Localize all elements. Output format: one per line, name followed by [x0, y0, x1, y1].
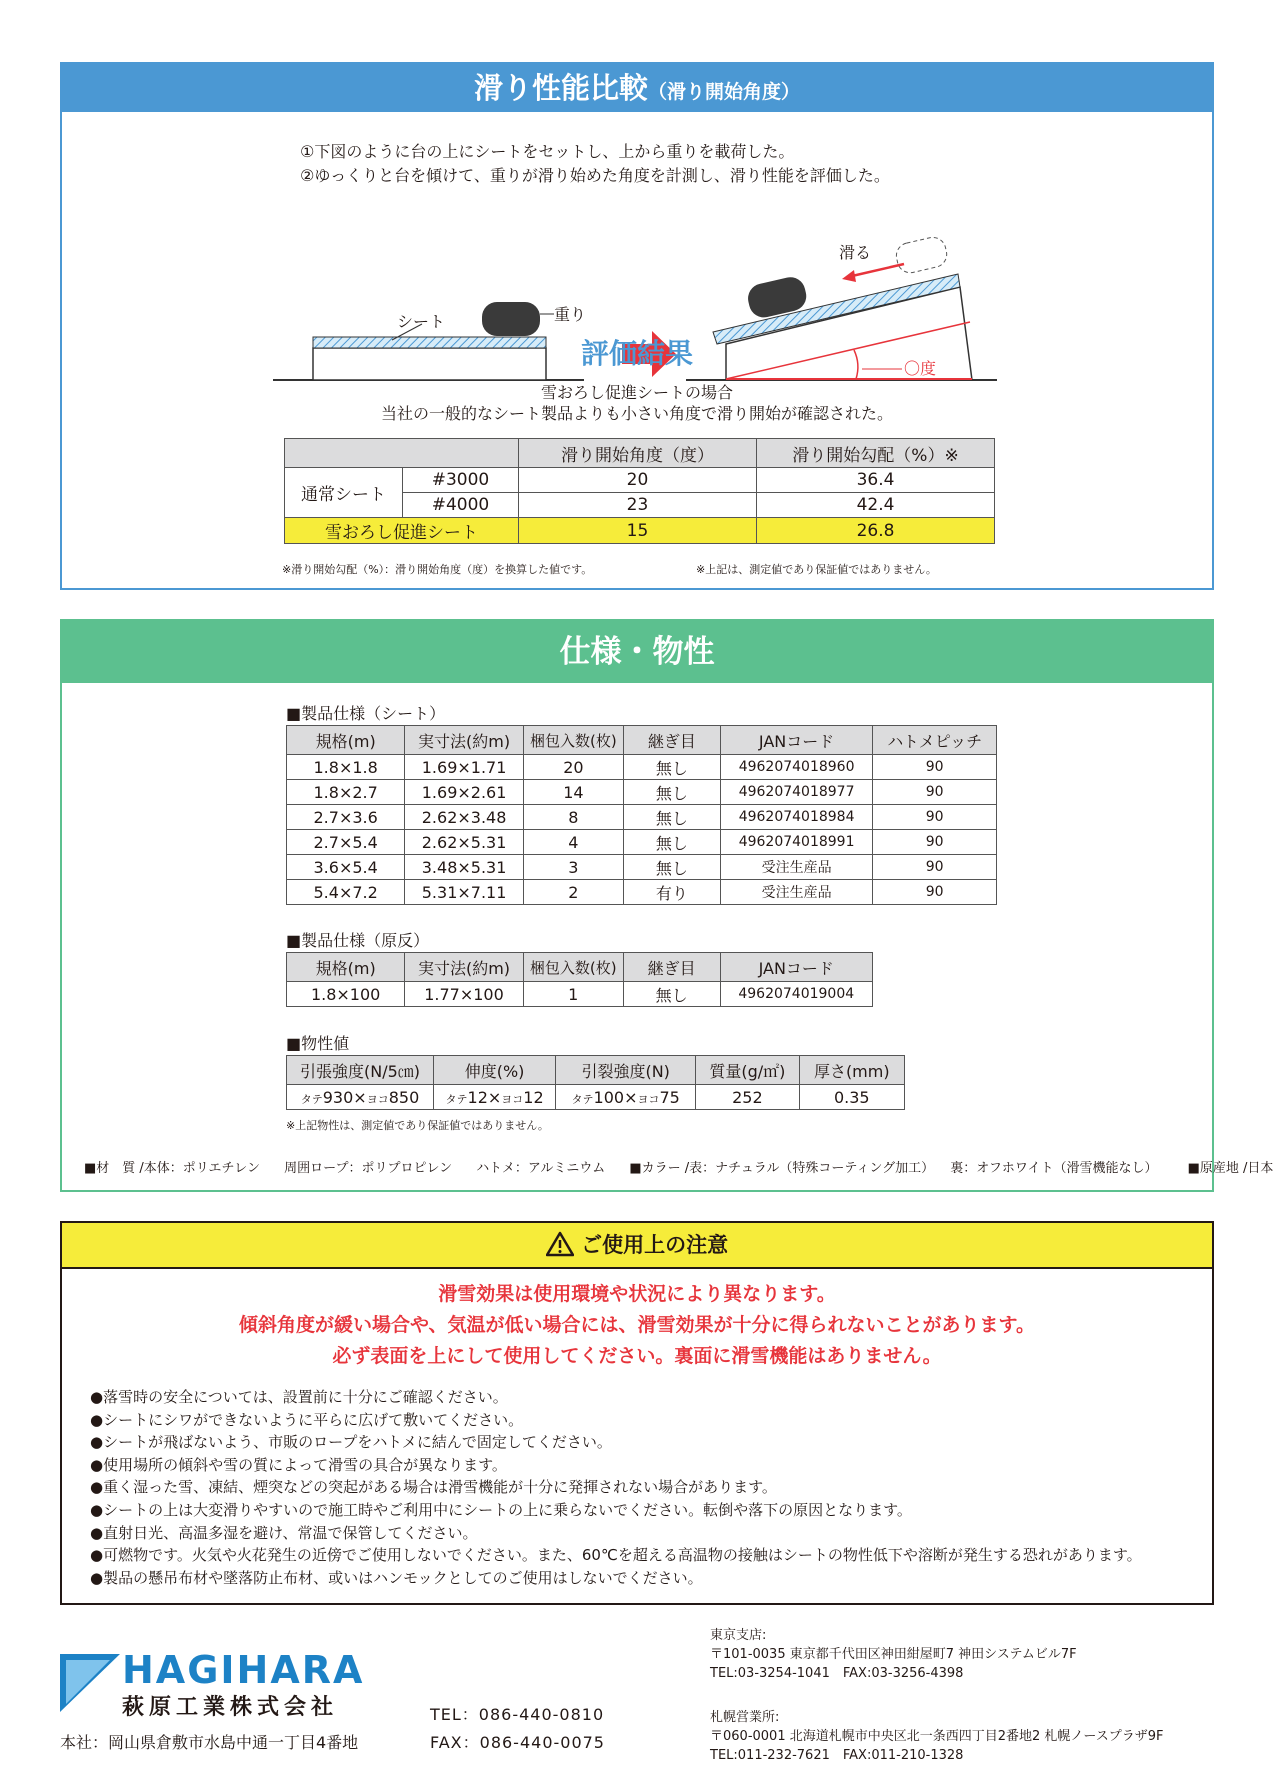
logo-en: HAGIHARA: [122, 1648, 365, 1692]
cell-prefix: ヨコ: [637, 1092, 660, 1106]
warning-line: 傾斜角度が緩い場合や、気温が低い場合には、滑雪効果が十分に得られないことがあります。: [238, 1314, 1036, 1336]
col-header: 継ぎ目: [623, 726, 720, 755]
col-header: JANコード: [720, 953, 873, 982]
material-item: ■原産地 /日本: [1187, 1161, 1274, 1176]
col-header: 継ぎ目: [623, 953, 720, 982]
cell: 90: [873, 880, 997, 905]
cell-slope: 42.4: [757, 493, 995, 518]
instruction-line: ②ゆっくりと台を傾けて、重りが滑り始めた角度を計測し、滑り性能を評価した。: [300, 166, 890, 185]
row-name: #4000: [403, 493, 519, 518]
col-header: 梱包入数(枚): [523, 726, 623, 755]
list-item: ●製品の懸吊布材や墜落防止布材、或いはハンモックとしてのご使用はしないでください。: [90, 1568, 703, 1587]
label-sheet: シート: [397, 312, 446, 331]
table-row: [287, 830, 997, 855]
table-row: [287, 1085, 905, 1110]
cell: 90: [873, 805, 997, 830]
cell: 無し: [623, 780, 720, 805]
cell: 1.8×100: [287, 982, 405, 1007]
group-label: 通常シート: [285, 468, 403, 518]
table-header-row: [287, 953, 873, 982]
col-header: JANコード: [720, 726, 873, 755]
section-title: 滑り性能比較: [473, 71, 648, 105]
branch-tel: TEL:03-3254-1041 FAX:03-3256-4398: [710, 1666, 964, 1681]
section-header: [62, 64, 1212, 112]
cell: 4962074019004: [720, 982, 873, 1007]
section-subtitle: （滑り開始角度）: [648, 81, 801, 103]
cell: 8: [523, 805, 623, 830]
cell: 受注生産品: [720, 880, 873, 905]
cell-value: 12: [523, 1087, 544, 1107]
logo-jp: 萩原工業株式会社: [122, 1695, 339, 1720]
table-row: [287, 805, 997, 830]
cell: 1.69×1.71: [405, 755, 524, 780]
table-row: [287, 982, 873, 1007]
label-slide: 滑る: [839, 243, 872, 262]
list-item: ●シートの上は大変滑りやすいので施工時やご利用中にシートの上に乗らないでください。転倒や落下の原因となります。: [90, 1500, 912, 1519]
cell: 無し: [623, 855, 720, 880]
cell: 無し: [623, 830, 720, 855]
section-title: ご使用上の注意: [581, 1233, 729, 1257]
table-row: [287, 855, 997, 880]
list-item: ●重く湿った雪、凍結、煙突などの突起がある場合は滑雪機能が十分に発揮されない場合があります。: [90, 1478, 777, 1497]
cell-prefix: ヨコ: [366, 1092, 389, 1106]
footer: [0, 1620, 1276, 1790]
cell: 1: [523, 982, 623, 1007]
note-right: ※上記は、測定値であり保証値ではありません。: [696, 563, 937, 576]
table-row: [287, 780, 997, 805]
col-header: 滑り開始勾配（%）※: [757, 439, 995, 468]
col-header: 梱包入数(枚): [523, 953, 623, 982]
col-header: 伸度(%): [434, 1056, 556, 1085]
cell-prefix: タテ: [571, 1092, 594, 1106]
sliding-performance-section: [60, 62, 1214, 590]
cell: 1.8×1.8: [287, 755, 405, 780]
cell: 3.48×5.31: [405, 855, 524, 880]
cell: 無し: [623, 982, 720, 1007]
table-row: [287, 880, 997, 905]
cell: [434, 1085, 556, 1110]
branch-address: 〒060-0001 北海道札幌市中央区北一条西四丁目2番地2 札幌ノースプラザ9F: [710, 1729, 1164, 1744]
cell: 14: [523, 780, 623, 805]
material-item: 裏：オフホワイト（滑雪機能なし）: [950, 1161, 1158, 1176]
specifications-section: [60, 619, 1274, 1192]
note-left: ※滑り開始勾配（%）：滑り開始角度（度）を換算した値です。: [282, 563, 593, 576]
cell-prefix: タテ: [300, 1092, 323, 1106]
sheet-spec-table: [286, 725, 997, 905]
hq-address: 本社：岡山県倉敷市水島中通一丁目4番地: [60, 1733, 359, 1752]
cell: 受注生産品: [720, 855, 873, 880]
cell-slope: 36.4: [757, 468, 995, 493]
cell-slope: 26.8: [757, 518, 995, 544]
cell-value: 12×: [467, 1087, 502, 1107]
caution-section: [60, 1221, 1214, 1605]
list-item: ●可燃物です。火気や火花発生の近傍でご使用しないでください。また、60℃を超える高温物の接触はシートの物性低下や溶断が発生する恐れがあります。: [90, 1546, 1142, 1565]
empty-header: [285, 439, 519, 468]
cell-value: 850: [388, 1087, 420, 1107]
col-header: 実寸法(約m): [405, 953, 523, 982]
roll-spec-table: [286, 952, 873, 1007]
sapporo-office: [710, 1708, 1164, 1765]
branch-label: 東京支店:: [710, 1628, 767, 1643]
list-item: ●使用場所の傾斜や雪の質によって滑雪の具合が異なります。: [90, 1455, 507, 1474]
cell: 90: [873, 830, 997, 855]
section-header: [62, 1223, 1212, 1269]
list-item: ●落雪時の安全については、設置前に十分にご確認ください。: [90, 1388, 508, 1406]
cell: 2.7×5.4: [287, 830, 405, 855]
cell: 2.62×5.31: [405, 830, 524, 855]
cell: 3.6×5.4: [287, 855, 405, 880]
cell-angle: 15: [519, 518, 757, 544]
label-angle: 〇度: [904, 359, 937, 378]
instruction-line: ①下図のように台の上にシートをセットし、上から重りを載荷した。: [300, 142, 795, 161]
section-header: [62, 621, 1212, 683]
cell: 0.35: [799, 1085, 904, 1110]
table-header-row: [285, 439, 995, 468]
material-item: ■材 質 /本体：ポリエチレン: [84, 1161, 260, 1176]
cell: 3: [523, 855, 623, 880]
list-item: ●直射日光、高温多湿を避け、常温で保管してください。: [90, 1523, 478, 1542]
warning-icon: [546, 1231, 574, 1257]
table-row-highlight: [285, 518, 995, 544]
cell: 2.62×3.48: [405, 805, 524, 830]
cell: 5.31×7.11: [405, 880, 524, 905]
col-header: ハトメピッチ: [873, 726, 997, 755]
list-item: ●シートが飛ばないよう、市販のロープをハトメに結んで固定してください。: [90, 1433, 612, 1452]
cell: 2.7×3.6: [287, 805, 405, 830]
material-item: 周囲ロープ：ポリプロピレン: [284, 1161, 453, 1176]
warning-line: 滑雪効果は使用環境や状況により異なります。: [438, 1283, 836, 1305]
cell: 90: [873, 780, 997, 805]
table-row: [287, 755, 997, 780]
cell: 有り: [623, 880, 720, 905]
cell: 1.8×2.7: [287, 780, 405, 805]
physical-properties-table: [286, 1055, 905, 1110]
col-header: 規格(m): [287, 726, 405, 755]
result-lines: [62, 382, 1212, 424]
cell: 90: [873, 855, 997, 880]
branch-label: 札幌営業所:: [710, 1710, 780, 1725]
material-line: [84, 1157, 1273, 1176]
hq-tel: TEL：086-440-0810: [430, 1705, 605, 1724]
branch-address: 〒101-0035 東京都千代田区神田紺屋町7 神田システムビル7F: [710, 1647, 1077, 1662]
table-row: [285, 468, 995, 493]
result-line: 当社の一般的なシート製品よりも小さい角度で滑り開始が確認された。: [380, 404, 893, 423]
company-logo: [60, 1654, 120, 1712]
cell: 252: [696, 1085, 799, 1110]
cell: 無し: [623, 805, 720, 830]
cell: [556, 1085, 696, 1110]
cell: 90: [873, 755, 997, 780]
branch-tel: TEL:011-232-7621 FAX:011-210-1328: [710, 1748, 964, 1763]
cell: 4962074018984: [720, 805, 873, 830]
col-header: 引裂強度(N): [556, 1056, 696, 1085]
col-header: 規格(m): [287, 953, 405, 982]
material-item: ■カラー /表：ナチュラル（特殊コーティング加工）: [629, 1161, 935, 1176]
cell: 1.77×100: [405, 982, 523, 1007]
cell: 20: [523, 755, 623, 780]
cell-angle: 23: [519, 493, 757, 518]
phys-note: ※上記物性は、測定値であり保証値ではありません。: [286, 1119, 549, 1132]
cell: 4962074018991: [720, 830, 873, 855]
cell-value: 930×: [322, 1087, 367, 1107]
sliding-result-table: [284, 438, 995, 544]
red-warnings: [62, 1279, 1212, 1372]
roll-spec-heading: ■製品仕様（原反）: [286, 931, 430, 950]
cell-value: 75: [659, 1087, 680, 1107]
cell: 2: [523, 880, 623, 905]
table-header-row: [287, 726, 997, 755]
warning-line: 必ず表面を上にして使用してください。裏面に滑雪機能はありません。: [332, 1345, 942, 1367]
cell: 1.69×2.61: [405, 780, 524, 805]
row-name: 雪おろし促進シート: [285, 518, 519, 544]
instructions: [300, 140, 890, 188]
cell: 4962074018960: [720, 755, 873, 780]
table-header-row: [287, 1056, 905, 1085]
cell: 4962074018977: [720, 780, 873, 805]
caution-list: [90, 1386, 1142, 1589]
col-header: 引張強度(N/5㎝): [287, 1056, 434, 1085]
col-header: 滑り開始角度（度）: [519, 439, 757, 468]
phys-heading: ■物性値: [286, 1034, 350, 1053]
cell: [287, 1085, 434, 1110]
hq-fax: FAX：086-440-0075: [430, 1733, 605, 1752]
cell-prefix: ヨコ: [501, 1092, 524, 1106]
list-item: ●シートにシワができないように平らに広げて敷いてください。: [90, 1410, 524, 1429]
result-title: 評価結果: [580, 337, 693, 370]
col-header: 質量(g/㎡): [696, 1056, 799, 1085]
col-header: 実寸法(約m): [405, 726, 524, 755]
cell-value: 100×: [593, 1087, 638, 1107]
cell: 4: [523, 830, 623, 855]
col-header: 厚さ(mm): [799, 1056, 904, 1085]
cell-angle: 20: [519, 468, 757, 493]
row-name: #3000: [403, 468, 519, 493]
tokyo-branch: [710, 1626, 1077, 1683]
sheet-spec-heading: ■製品仕様（シート）: [286, 704, 446, 723]
result-line: 雪おろし促進シートの場合: [540, 383, 733, 402]
cell: 無し: [623, 755, 720, 780]
cell: 5.4×7.2: [287, 880, 405, 905]
section-title: 仕様・物性: [559, 634, 715, 670]
cell-prefix: タテ: [445, 1092, 468, 1106]
material-item: ハトメ：アルミニウム: [476, 1161, 606, 1176]
label-weight: 重り: [554, 305, 587, 324]
